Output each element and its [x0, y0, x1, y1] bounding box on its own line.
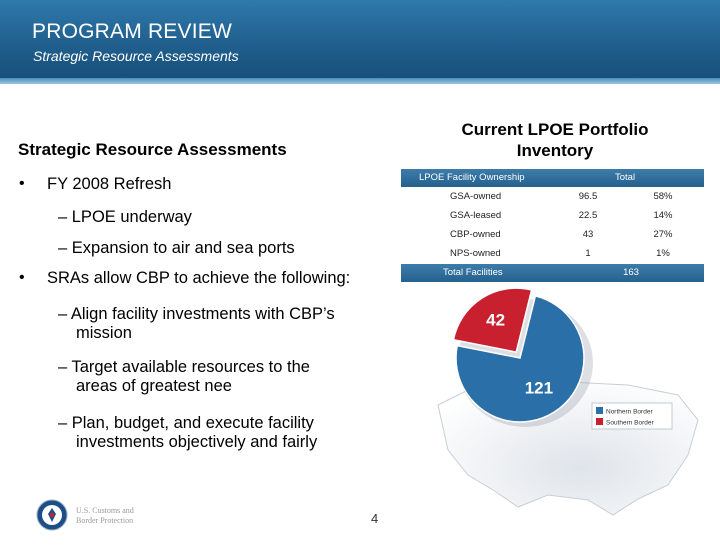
- header-band: [0, 0, 720, 84]
- page-title: PROGRAM REVIEW: [32, 20, 232, 43]
- row-label: NPS-owned: [450, 248, 501, 259]
- legend-northern: Northern Border: [606, 408, 653, 416]
- sub-expansion: – Expansion to air and sea ports: [58, 239, 295, 257]
- dhs-seal-icon: [36, 499, 68, 531]
- row-count: 43: [582, 229, 594, 240]
- slice-label-northern: 121: [524, 378, 554, 398]
- sub-target-2: areas of greatest nee: [76, 377, 232, 395]
- row-label: CBP-owned: [450, 229, 501, 240]
- table-row: [401, 187, 704, 205]
- table-total-row: [401, 264, 704, 282]
- col-ownership: LPOE Facility Ownership: [419, 172, 525, 183]
- org-line1: U.S. Customs and: [76, 506, 134, 515]
- legend-swatch-northern: [596, 407, 603, 414]
- total-label: Total Facilities: [443, 267, 503, 278]
- bullet-fy2008: FY 2008 Refresh: [47, 175, 172, 193]
- sub-target-1: – Target available resources to the: [58, 358, 310, 376]
- page-subtitle: Strategic Resource Assessments: [33, 48, 239, 64]
- slice-label-southern: 42: [486, 310, 506, 330]
- inventory-heading-line1: Current LPOE Portfolio: [461, 120, 649, 139]
- section-heading: Strategic Resource Assessments: [18, 140, 287, 159]
- table-header: [401, 169, 704, 187]
- sub-plan-2: investments objectively and fairly: [76, 433, 318, 451]
- pie-chart-area: [398, 285, 720, 540]
- row-label: GSA-owned: [450, 191, 502, 202]
- pie-chart: [398, 285, 720, 540]
- sub-plan-1: – Plan, budget, and execute facility: [58, 414, 314, 432]
- sub-align-1: – Align facility investments with CBP’s: [58, 305, 335, 323]
- row-count: 22.5: [578, 210, 598, 221]
- sub-align-2: mission: [76, 324, 132, 342]
- org-line2: Border Protection: [76, 516, 134, 525]
- inventory-heading: [400, 119, 710, 161]
- org-name: [76, 506, 134, 526]
- bullet-sras: SRAs allow CBP to achieve the following:: [47, 269, 351, 287]
- row-label: GSA-leased: [450, 210, 502, 221]
- bullet-dot: •: [19, 175, 25, 192]
- total-value: 163: [623, 267, 639, 278]
- row-percent: 14%: [653, 210, 673, 221]
- legend-southern: Southern Border: [606, 419, 654, 427]
- row-count: 96.5: [578, 191, 598, 202]
- row-percent: 1%: [656, 248, 670, 259]
- inventory-heading-line2: Inventory: [516, 141, 594, 160]
- row-count: 1: [585, 248, 591, 259]
- legend-swatch-southern: [596, 418, 603, 425]
- row-percent: 58%: [653, 191, 673, 202]
- bullet-dot: •: [19, 269, 25, 286]
- page-number: 4: [371, 511, 379, 526]
- table-row: [401, 206, 704, 224]
- row-percent: 27%: [653, 229, 673, 240]
- table-row: [401, 225, 704, 243]
- col-total: Total: [615, 172, 636, 183]
- table-row: [401, 244, 704, 262]
- sub-lpoe: – LPOE underway: [58, 208, 192, 226]
- chart-legend: [592, 403, 672, 429]
